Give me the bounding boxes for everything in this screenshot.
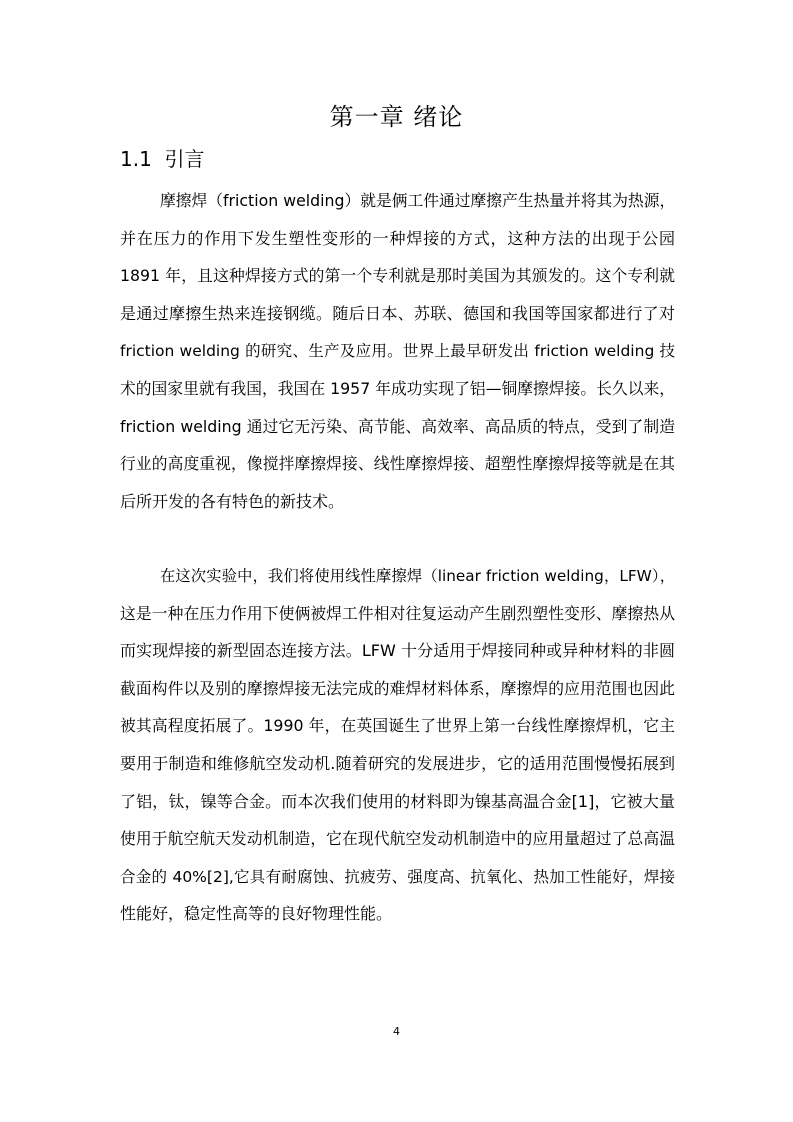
paragraph-line: 这是一种在压力作用下使俩被焊工件相对往复运动产生剧烈塑性变形、摩擦热从 <box>120 603 675 623</box>
paragraph-line: 在这次实验中，我们将使用线性摩擦焊（linear friction welding，LFW）， <box>160 567 675 585</box>
paragraph-line: 要用于制造和维修航空发动机.随着研究的发展进步，它的适用范围慢慢拓展到 <box>120 753 675 773</box>
paragraph-line: 1891 年，且这种焊接方式的第一个专利就是那时美国为其颁发的。这个专利就 <box>120 266 675 286</box>
paragraph-line: 截面构件以及别的摩擦焊接无法完成的难焊材料体系，摩擦焊的应用范围也因此 <box>120 678 675 698</box>
paragraph-line: 了铝，钛，镍等合金。而本次我们使用的材料即为镍基高温合金[1]，它被大量 <box>120 791 675 811</box>
paragraph-line: 合金的 40%[2],它具有耐腐蚀、抗疲劳、强度高、抗氧化、热加工性能好，焊接 <box>120 867 675 886</box>
paragraph-line: 被其高程度拓展了。1990 年，在英国诞生了世界上第一台线性摩擦焊机，它主 <box>120 716 675 736</box>
page-number: 4 <box>393 1025 400 1038</box>
paragraph-line: 是通过摩擦生热来连接钢缆。随后日本、苏联、德国和我国等国家都进行了对 <box>120 303 675 323</box>
section-title: 引言 <box>164 147 205 171</box>
paragraph-line: friction welding 的研究、生产及应用。世界上最早研发出 friction welding 技 <box>120 342 675 361</box>
paragraph-line: 而实现焊接的新型固态连接方法。LFW 十分适用于焊接同种或异种材料的非圆 <box>120 641 675 661</box>
paragraph-linear-friction-welding <box>120 563 675 939</box>
paragraph-line: 使用于航空航天发动机制造，它在现代航空发动机制造中的应用量超过了总高温 <box>120 829 675 849</box>
paragraph-line: 性能好，稳定性高等的良好物理性能。 <box>120 904 393 924</box>
chapter-title: 第一章 绪论 <box>329 103 464 131</box>
paragraph-line: friction welding 通过它无污染、高节能、高效率、高品质的特点，受到了制造 <box>120 416 675 436</box>
paragraph-intro-friction-welding <box>120 188 675 526</box>
section-heading <box>120 144 205 174</box>
section-number: 1.1 <box>120 147 152 171</box>
paragraph-line: 并在压力的作用下发生塑性变形的一种焊接的方式，这种方法的出现于公园 <box>120 228 675 248</box>
paragraph-line: 摩擦焊（friction welding）就是俩工件通过摩擦产生热量并将其为热源， <box>160 191 676 210</box>
paragraph-line: 术的国家里就有我国，我国在 1957 年成功实现了铝—铜摩擦焊接。长久以来， <box>120 378 675 398</box>
paragraph-line: 行业的高度重视，像搅拌摩擦焊接、线性摩擦焊接、超塑性摩擦焊接等就是在其 <box>120 454 675 474</box>
paragraph-line: 后所开发的各有特色的新技术。 <box>120 491 345 511</box>
